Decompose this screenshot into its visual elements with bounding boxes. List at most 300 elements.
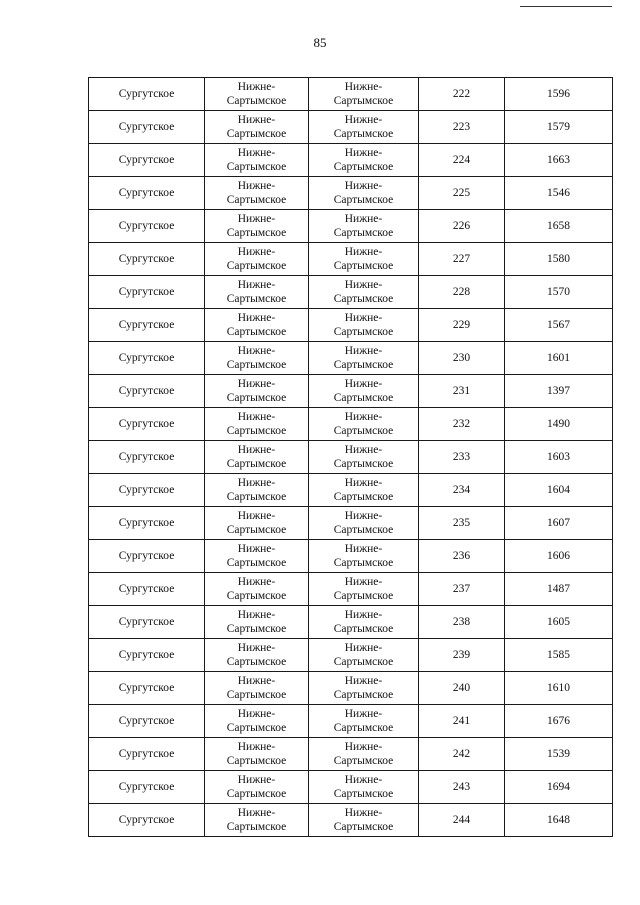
area-name-line1: Нижне- — [344, 609, 383, 621]
area-cell — [309, 276, 419, 309]
field-name-line1: Нижне- — [237, 345, 276, 357]
area-name-line2: Сартымское — [333, 458, 394, 470]
value-cell — [505, 111, 613, 144]
area-cell — [309, 375, 419, 408]
field-name-line2: Сартымское — [226, 557, 287, 569]
deposit-name: Сургутское — [118, 154, 175, 166]
area-name-line2: Сартымское — [333, 689, 394, 701]
area-name-line1: Нижне- — [344, 675, 383, 687]
field-name-line2: Сартымское — [226, 788, 287, 800]
row-value: 1397 — [547, 385, 570, 397]
field-name-line2: Сартымское — [226, 194, 287, 206]
row-index-cell — [419, 606, 505, 639]
row-index: 242 — [452, 748, 471, 760]
field-cell — [205, 111, 309, 144]
table-row — [89, 243, 613, 276]
area-name-line2: Сартымское — [333, 557, 394, 569]
field-name-line1: Нижне- — [237, 741, 276, 753]
row-value: 1596 — [547, 88, 570, 100]
field-name-line1: Нижне- — [237, 411, 276, 423]
area-name-line1: Нижне- — [344, 411, 383, 423]
row-index: 239 — [452, 649, 471, 661]
field-cell — [205, 309, 309, 342]
field-name-line2: Сартымское — [226, 128, 287, 140]
field-name-line1: Нижне- — [237, 675, 276, 687]
deposit-name: Сургутское — [118, 418, 175, 430]
area-cell — [309, 243, 419, 276]
area-cell — [309, 177, 419, 210]
row-index: 222 — [452, 88, 471, 100]
field-name-line2: Сартымское — [226, 491, 287, 503]
area-name-line1: Нижне- — [344, 510, 383, 522]
row-index: 238 — [452, 616, 471, 628]
row-value: 1546 — [547, 187, 570, 199]
field-cell — [205, 78, 309, 111]
field-name-line1: Нижне- — [237, 378, 276, 390]
field-name-line1: Нижне- — [237, 807, 276, 819]
row-value: 1580 — [547, 253, 570, 265]
deposit-cell — [89, 606, 205, 639]
row-index: 223 — [452, 121, 471, 133]
row-value: 1676 — [547, 715, 570, 727]
field-cell — [205, 738, 309, 771]
field-name-line1: Нижне- — [237, 774, 276, 786]
area-name-line2: Сартымское — [333, 788, 394, 800]
field-name-line2: Сартымское — [226, 524, 287, 536]
field-name-line2: Сартымское — [226, 590, 287, 602]
area-name-line2: Сартымское — [333, 128, 394, 140]
table-row — [89, 804, 613, 837]
deposit-cell — [89, 210, 205, 243]
row-index-cell — [419, 408, 505, 441]
deposit-cell — [89, 441, 205, 474]
row-index-cell — [419, 78, 505, 111]
row-index-cell — [419, 210, 505, 243]
deposit-name: Сургутское — [118, 616, 175, 628]
area-name-line1: Нижне- — [344, 312, 383, 324]
area-name-line2: Сартымское — [333, 293, 394, 305]
area-cell — [309, 507, 419, 540]
table-row — [89, 606, 613, 639]
deposit-cell — [89, 540, 205, 573]
field-name-line2: Сартымское — [226, 425, 287, 437]
value-cell — [505, 507, 613, 540]
row-value: 1607 — [547, 517, 570, 529]
field-name-line2: Сартымское — [226, 293, 287, 305]
row-index: 224 — [452, 154, 471, 166]
field-cell — [205, 606, 309, 639]
top-rule-divider — [520, 6, 612, 7]
table-row — [89, 144, 613, 177]
row-value: 1490 — [547, 418, 570, 430]
value-cell — [505, 441, 613, 474]
row-value: 1606 — [547, 550, 570, 562]
field-name-line2: Сартымское — [226, 656, 287, 668]
deposit-name: Сургутское — [118, 517, 175, 529]
field-name-line1: Нижне- — [237, 114, 276, 126]
row-index: 235 — [452, 517, 471, 529]
area-name-line2: Сартымское — [333, 260, 394, 272]
field-cell — [205, 342, 309, 375]
field-cell — [205, 408, 309, 441]
row-index-cell — [419, 804, 505, 837]
deposit-cell — [89, 111, 205, 144]
deposit-name: Сургутское — [118, 286, 175, 298]
area-name-line1: Нижне- — [344, 180, 383, 192]
area-name-line1: Нижне- — [344, 444, 383, 456]
area-name-line1: Нижне- — [344, 576, 383, 588]
row-index-cell — [419, 639, 505, 672]
deposit-cell — [89, 309, 205, 342]
deposit-cell — [89, 474, 205, 507]
area-cell — [309, 78, 419, 111]
deposit-cell — [89, 276, 205, 309]
row-index: 227 — [452, 253, 471, 265]
value-cell — [505, 243, 613, 276]
value-cell — [505, 177, 613, 210]
area-cell — [309, 309, 419, 342]
deposit-name: Сургутское — [118, 121, 175, 133]
area-name-line1: Нижне- — [344, 147, 383, 159]
field-name-line1: Нижне- — [237, 147, 276, 159]
table-row — [89, 639, 613, 672]
row-index-cell — [419, 441, 505, 474]
table-row — [89, 573, 613, 606]
area-cell — [309, 672, 419, 705]
value-cell — [505, 474, 613, 507]
field-cell — [205, 804, 309, 837]
row-index-cell — [419, 771, 505, 804]
page-number: 85 — [313, 35, 327, 50]
row-index: 226 — [452, 220, 471, 232]
deposit-name: Сургутское — [118, 187, 175, 199]
value-cell — [505, 540, 613, 573]
table-row — [89, 375, 613, 408]
row-index: 243 — [452, 781, 471, 793]
row-value: 1610 — [547, 682, 570, 694]
deposit-cell — [89, 507, 205, 540]
area-cell — [309, 738, 419, 771]
row-value: 1567 — [547, 319, 570, 331]
deposit-name: Сургутское — [118, 748, 175, 760]
value-cell — [505, 210, 613, 243]
table-row — [89, 210, 613, 243]
deposit-cell — [89, 78, 205, 111]
field-cell — [205, 375, 309, 408]
table-row — [89, 276, 613, 309]
area-cell — [309, 474, 419, 507]
area-cell — [309, 573, 419, 606]
field-name-line2: Сартымское — [226, 755, 287, 767]
field-cell — [205, 474, 309, 507]
area-name-line2: Сартымское — [333, 194, 394, 206]
row-index: 230 — [452, 352, 471, 364]
area-cell — [309, 408, 419, 441]
table-row — [89, 342, 613, 375]
deposit-name: Сургутское — [118, 88, 175, 100]
value-cell — [505, 375, 613, 408]
row-index-cell — [419, 507, 505, 540]
row-index-cell — [419, 375, 505, 408]
row-index: 237 — [452, 583, 471, 595]
deposit-name: Сургутское — [118, 814, 175, 826]
row-value: 1585 — [547, 649, 570, 661]
table-row — [89, 738, 613, 771]
field-cell — [205, 705, 309, 738]
area-name-line1: Нижне- — [344, 774, 383, 786]
deposit-name: Сургутское — [118, 583, 175, 595]
deposit-cell — [89, 738, 205, 771]
value-cell — [505, 639, 613, 672]
value-cell — [505, 78, 613, 111]
area-name-line2: Сартымское — [333, 425, 394, 437]
area-cell — [309, 144, 419, 177]
row-index-cell — [419, 573, 505, 606]
deposit-name: Сургутское — [118, 352, 175, 364]
row-index-cell — [419, 474, 505, 507]
field-cell — [205, 177, 309, 210]
value-cell — [505, 804, 613, 837]
field-name-line2: Сартымское — [226, 95, 287, 107]
data-table — [88, 77, 613, 837]
area-name-line2: Сартымское — [333, 227, 394, 239]
row-index: 236 — [452, 550, 471, 562]
area-cell — [309, 705, 419, 738]
value-cell — [505, 705, 613, 738]
area-name-line1: Нижне- — [344, 543, 383, 555]
field-name-line1: Нижне- — [237, 708, 276, 720]
field-name-line1: Нижне- — [237, 477, 276, 489]
area-cell — [309, 771, 419, 804]
field-cell — [205, 441, 309, 474]
area-name-line2: Сартымское — [333, 524, 394, 536]
table-row — [89, 771, 613, 804]
field-cell — [205, 672, 309, 705]
field-cell — [205, 771, 309, 804]
area-cell — [309, 804, 419, 837]
deposit-cell — [89, 243, 205, 276]
area-name-line1: Нижне- — [344, 642, 383, 654]
value-cell — [505, 144, 613, 177]
row-index-cell — [419, 144, 505, 177]
deposit-name: Сургутское — [118, 484, 175, 496]
deposit-cell — [89, 672, 205, 705]
field-name-line2: Сартымское — [226, 689, 287, 701]
row-index-cell — [419, 309, 505, 342]
area-name-line2: Сартымское — [333, 821, 394, 833]
value-cell — [505, 342, 613, 375]
area-cell — [309, 606, 419, 639]
table-row — [89, 540, 613, 573]
deposit-cell — [89, 375, 205, 408]
field-name-line1: Нижне- — [237, 543, 276, 555]
deposit-cell — [89, 342, 205, 375]
field-name-line2: Сартымское — [226, 722, 287, 734]
row-index: 244 — [452, 814, 471, 826]
row-index: 241 — [452, 715, 471, 727]
field-name-line2: Сартымское — [226, 227, 287, 239]
field-name-line1: Нижне- — [237, 510, 276, 522]
area-cell — [309, 111, 419, 144]
field-name-line1: Нижне- — [237, 642, 276, 654]
area-name-line2: Сартымское — [333, 656, 394, 668]
field-name-line2: Сартымское — [226, 392, 287, 404]
field-name-line1: Нижне- — [237, 81, 276, 93]
area-name-line2: Сартымское — [333, 326, 394, 338]
value-cell — [505, 738, 613, 771]
row-index: 231 — [452, 385, 471, 397]
field-cell — [205, 210, 309, 243]
field-name-line1: Нижне- — [237, 609, 276, 621]
deposit-name: Сургутское — [118, 649, 175, 661]
table-row — [89, 309, 613, 342]
field-name-line2: Сартымское — [226, 359, 287, 371]
area-name-line2: Сартымское — [333, 755, 394, 767]
row-index-cell — [419, 672, 505, 705]
row-value: 1694 — [547, 781, 570, 793]
area-name-line1: Нижне- — [344, 213, 383, 225]
row-index-cell — [419, 738, 505, 771]
deposit-name: Сургутское — [118, 451, 175, 463]
row-index: 232 — [452, 418, 471, 430]
row-index: 240 — [452, 682, 471, 694]
value-cell — [505, 672, 613, 705]
field-name-line2: Сартымское — [226, 161, 287, 173]
deposit-name: Сургутское — [118, 781, 175, 793]
table-row — [89, 474, 613, 507]
row-index-cell — [419, 276, 505, 309]
deposit-cell — [89, 705, 205, 738]
row-value: 1601 — [547, 352, 570, 364]
area-name-line1: Нижне- — [344, 807, 383, 819]
field-name-line2: Сартымское — [226, 326, 287, 338]
deposit-name: Сургутское — [118, 319, 175, 331]
area-name-line1: Нижне- — [344, 477, 383, 489]
area-name-line2: Сартымское — [333, 722, 394, 734]
row-index: 233 — [452, 451, 471, 463]
deposit-name: Сургутское — [118, 253, 175, 265]
deposit-cell — [89, 771, 205, 804]
area-name-line1: Нижне- — [344, 708, 383, 720]
row-index: 229 — [452, 319, 471, 331]
value-cell — [505, 408, 613, 441]
table-row — [89, 441, 613, 474]
deposit-name: Сургутское — [118, 220, 175, 232]
area-name-line1: Нижне- — [344, 279, 383, 291]
deposit-cell — [89, 144, 205, 177]
value-cell — [505, 573, 613, 606]
field-cell — [205, 507, 309, 540]
area-name-line1: Нижне- — [344, 345, 383, 357]
field-name-line1: Нижне- — [237, 444, 276, 456]
area-name-line1: Нижне- — [344, 114, 383, 126]
area-name-line1: Нижне- — [344, 378, 383, 390]
row-value: 1663 — [547, 154, 570, 166]
row-index-cell — [419, 540, 505, 573]
row-index-cell — [419, 705, 505, 738]
row-index-cell — [419, 177, 505, 210]
table-row — [89, 705, 613, 738]
field-cell — [205, 243, 309, 276]
row-value: 1648 — [547, 814, 570, 826]
area-cell — [309, 210, 419, 243]
row-index: 234 — [452, 484, 471, 496]
field-cell — [205, 276, 309, 309]
field-name-line2: Сартымское — [226, 821, 287, 833]
area-name-line1: Нижне- — [344, 741, 383, 753]
field-name-line2: Сартымское — [226, 623, 287, 635]
field-cell — [205, 540, 309, 573]
deposit-cell — [89, 573, 205, 606]
area-name-line1: Нижне- — [344, 246, 383, 258]
row-value: 1570 — [547, 286, 570, 298]
field-cell — [205, 573, 309, 606]
field-name-line1: Нижне- — [237, 279, 276, 291]
area-cell — [309, 441, 419, 474]
row-value: 1658 — [547, 220, 570, 232]
value-cell — [505, 606, 613, 639]
field-name-line1: Нижне- — [237, 312, 276, 324]
area-name-line2: Сартымское — [333, 491, 394, 503]
field-name-line2: Сартымское — [226, 458, 287, 470]
field-name-line1: Нижне- — [237, 576, 276, 588]
table-row — [89, 672, 613, 705]
row-index-cell — [419, 342, 505, 375]
row-value: 1579 — [547, 121, 570, 133]
deposit-name: Сургутское — [118, 715, 175, 727]
row-value: 1603 — [547, 451, 570, 463]
row-value: 1605 — [547, 616, 570, 628]
deposit-cell — [89, 408, 205, 441]
field-cell — [205, 144, 309, 177]
area-name-line2: Сартымское — [333, 359, 394, 371]
deposit-cell — [89, 804, 205, 837]
row-index-cell — [419, 111, 505, 144]
table-row — [89, 408, 613, 441]
area-cell — [309, 342, 419, 375]
deposit-name: Сургутское — [118, 385, 175, 397]
deposit-name: Сургутское — [118, 682, 175, 694]
value-cell — [505, 309, 613, 342]
table-row — [89, 177, 613, 210]
deposit-cell — [89, 639, 205, 672]
table-row — [89, 507, 613, 540]
row-index: 228 — [452, 286, 471, 298]
area-cell — [309, 540, 419, 573]
value-cell — [505, 771, 613, 804]
row-index: 225 — [452, 187, 471, 199]
area-name-line2: Сартымское — [333, 623, 394, 635]
area-name-line2: Сартымское — [333, 161, 394, 173]
area-name-line2: Сартымское — [333, 392, 394, 404]
field-name-line1: Нижне- — [237, 213, 276, 225]
row-value: 1604 — [547, 484, 570, 496]
row-value: 1487 — [547, 583, 570, 595]
area-cell — [309, 639, 419, 672]
area-name-line2: Сартымское — [333, 95, 394, 107]
field-cell — [205, 639, 309, 672]
table-body — [89, 78, 613, 837]
area-name-line2: Сартымское — [333, 590, 394, 602]
table-row — [89, 111, 613, 144]
deposit-name: Сургутское — [118, 550, 175, 562]
deposit-cell — [89, 177, 205, 210]
field-name-line2: Сартымское — [226, 260, 287, 272]
value-cell — [505, 276, 613, 309]
area-name-line1: Нижне- — [344, 81, 383, 93]
field-name-line1: Нижне- — [237, 246, 276, 258]
table-row — [89, 78, 613, 111]
